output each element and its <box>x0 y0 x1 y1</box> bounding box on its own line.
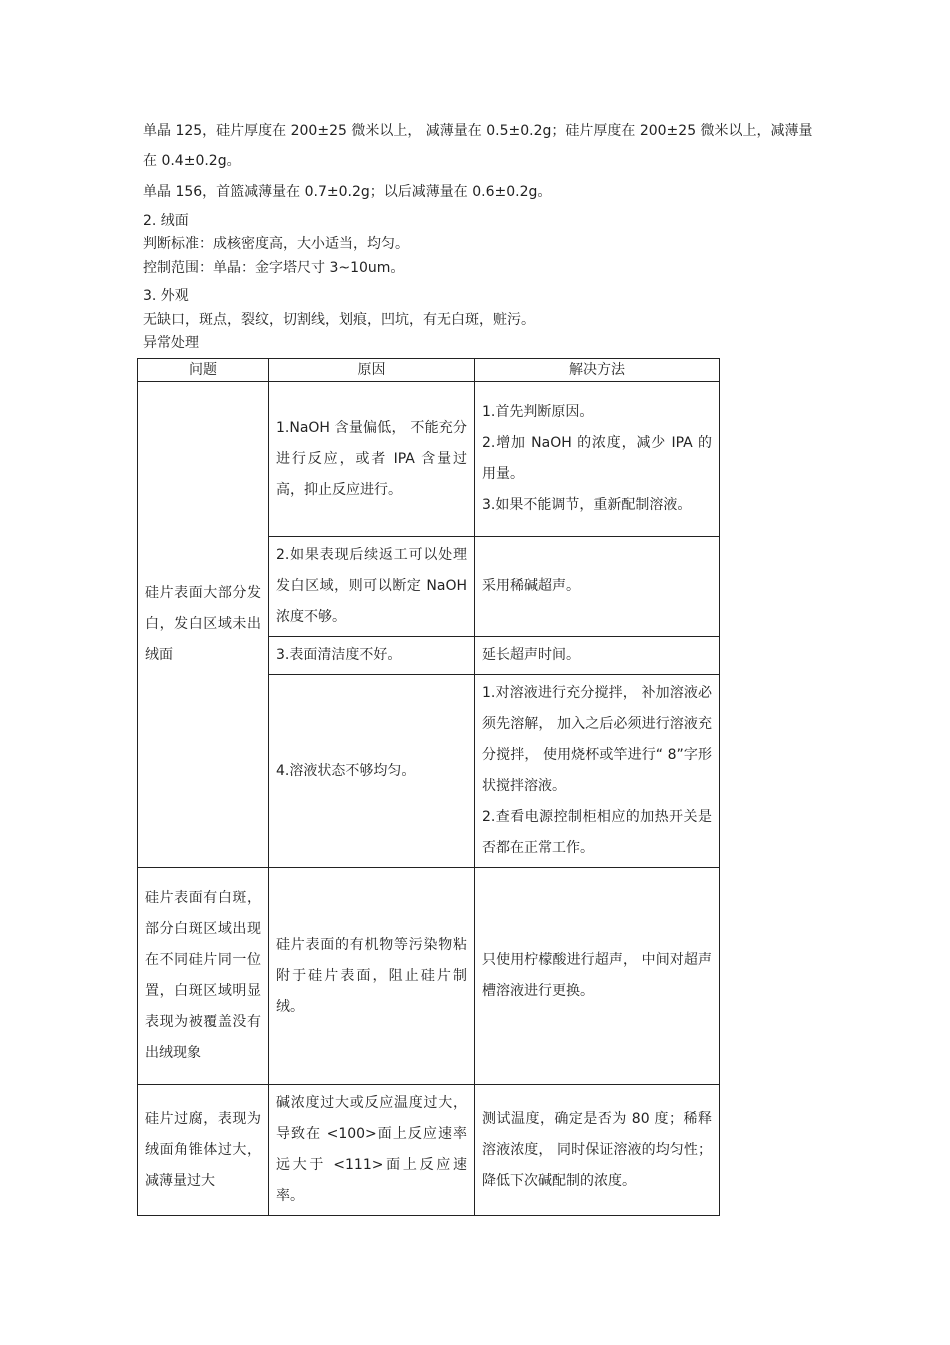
solution-step: 1.首先判断原因。 <box>482 404 594 420</box>
table-header-row <box>138 359 720 382</box>
table-row <box>138 1085 720 1216</box>
problem-cell: 硅片过腐，表现为绒面角锥体过大，减薄量过大 <box>138 1085 269 1216</box>
header-cause: 原因 <box>269 359 475 382</box>
appearance-defects: 无缺口，斑点，裂纹，切割线，划痕，凹坑，有无白斑，赃污。 <box>143 312 535 328</box>
solution-cell: 只使用柠檬酸进行超声， 中间对超声槽溶液进行更换。 <box>475 868 720 1085</box>
solution-cell: 测试温度，确定是否为 80 度；稀释溶液浓度， 同时保证溶液的均匀性；降低下次碱配制的浓度。 <box>475 1085 720 1216</box>
solution-step: 1.对溶液进行充分搅拌， 补加溶液必须先溶解， 加入之后必须进行溶液充分搅拌， 使用烧杯或竿进行“ 8”字形状搅拌溶液。 <box>482 685 712 794</box>
section-3-heading: 3. 外观 <box>143 288 189 304</box>
cause-cell: 3.表面清洁度不好。 <box>269 637 475 675</box>
cause-cell: 碱浓度过大或反应温度过大，导致在 <100>面上反应速率远大于 <111>面上反应速率。 <box>269 1085 475 1216</box>
table-title: 异常处理 <box>143 335 199 351</box>
table-row <box>138 868 720 1085</box>
solution-step: 2.增加 NaOH 的浓度，减少 IPA 的用量。 <box>482 435 712 482</box>
cause-cell: 硅片表面的有机物等污染物粘附于硅片表面，阻止硅片制绒。 <box>269 868 475 1085</box>
solution-cell <box>475 382 720 537</box>
cause-cell: 1.NaOH 含量偏低， 不能充分进行反应，或者 IPA 含量过高，抑止反应进行。 <box>269 382 475 537</box>
problem-cell: 硅片表面大部分发白，发白区域未出绒面 <box>138 382 269 868</box>
exception-handling-table <box>137 358 720 1216</box>
cause-cell: 2.如果表现后续返工可以处理发白区域，则可以断定 NaOH 浓度不够。 <box>269 537 475 637</box>
solution-step: 2.查看电源控制柜相应的加热开关是否都在正常工作。 <box>482 809 712 856</box>
solution-step: 3.如果不能调节，重新配制溶液。 <box>482 497 692 513</box>
solution-cell <box>475 675 720 868</box>
solution-cell: 延长超声时间。 <box>475 637 720 675</box>
texture-criterion: 判断标准：成核密度高，大小适当，均匀。 <box>143 236 409 252</box>
header-problem: 问题 <box>138 359 269 382</box>
texture-control-range: 控制范围：单晶：金字塔尺寸 3~10um。 <box>143 260 405 276</box>
table-row <box>138 382 720 537</box>
cause-cell: 4.溶液状态不够均匀。 <box>269 675 475 868</box>
header-solution: 解决方法 <box>475 359 720 382</box>
problem-cell: 硅片表面有白斑，部分白斑区域出现在不同硅片同一位置，白斑区域明显表现为被覆盖没有出绒现象 <box>138 868 269 1085</box>
solution-cell: 采用稀碱超声。 <box>475 537 720 637</box>
thinning-spec-125: 单晶 125，硅片厚度在 200±25 微米以上， 减薄量在 0.5±0.2g；硅片厚度在 200±25 微米以上，减薄量在 0.4±0.2g。 <box>143 123 813 169</box>
section-2-heading: 2. 绒面 <box>143 213 189 229</box>
thinning-spec-156: 单晶 156，首篮减薄量在 0.7±0.2g；以后减薄量在 0.6±0.2g。 <box>143 184 552 200</box>
